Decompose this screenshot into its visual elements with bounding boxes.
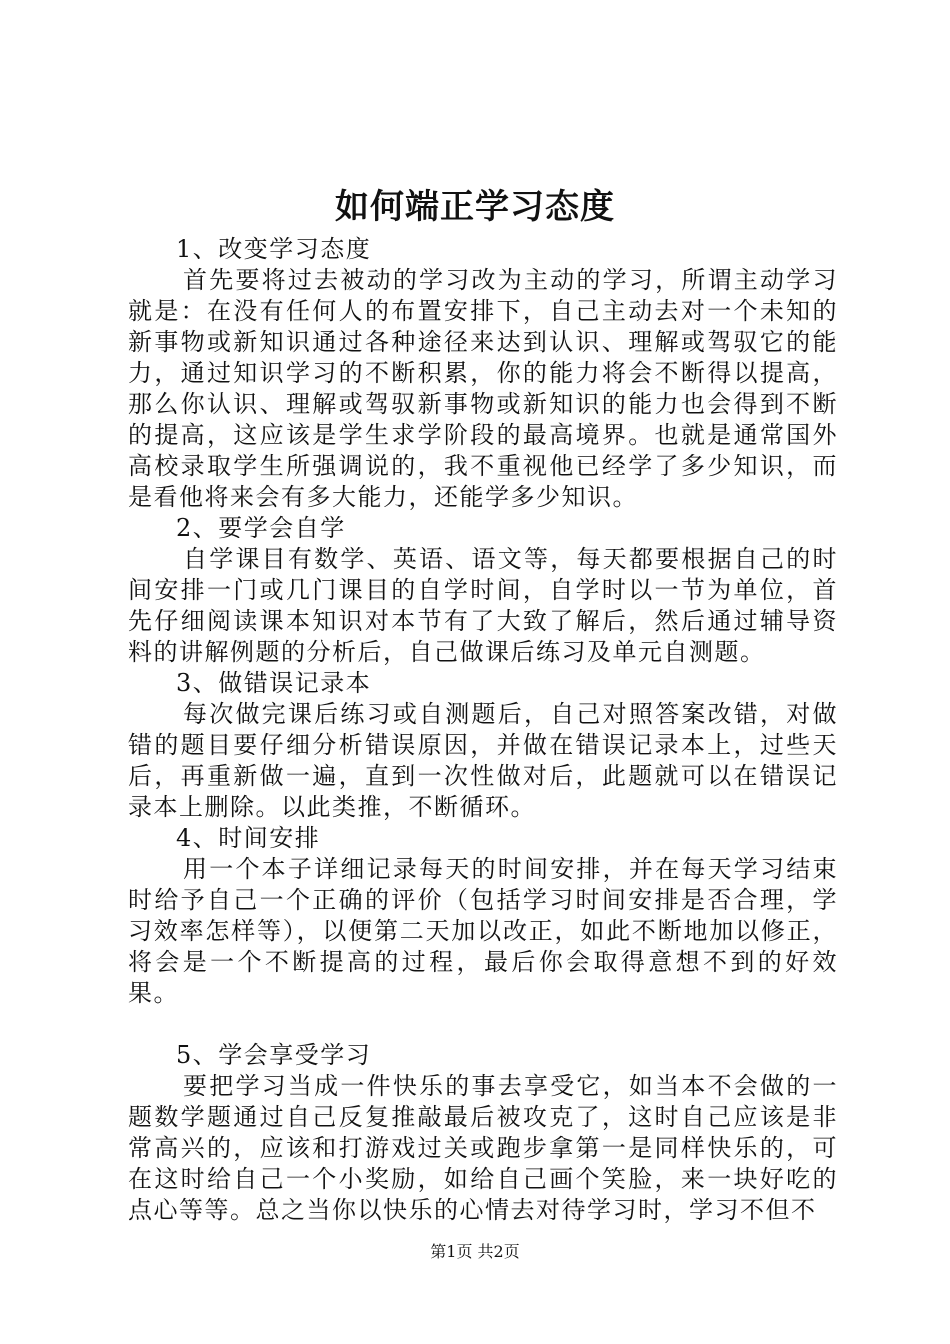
section-2-heading: 2、要学会自学 [176,514,346,542]
section-2-paragraph: 自学课目有数学、英语、语文等，每天都要根据自己的时间安排一门或几门课目的自学时间，自学时以一节为单位，首先仔细阅读课本知识对本节有了大致了解后，然后通过辅导资料的讲解例题的分析后，自己做课后练习及单元自测题。 [128,545,838,666]
document-title: 如何端正学习态度 [335,187,615,227]
section-4-heading: 4、时间安排 [176,824,321,852]
section-3-heading: 3、做错误记录本 [176,669,372,697]
section-5-paragraph: 要把学习当成一件快乐的事去享受它，如当本不会做的一题数学题通过自己反复推敲最后被攻克了，这时自己应该是非常高兴的，应该和打游戏过关或跑步拿第一是同样快乐的，可在这时给自己一个小奖励，如给自己画个笑脸，来一块好吃的点心等等。总之当你以快乐的心情去对待学习时，学习不但不 [128,1072,838,1224]
section-1-heading: 1、改变学习态度 [176,235,372,263]
page-footer: 第1页 共2页 [430,1242,520,1261]
paragraph-spacer [128,1009,838,1040]
section-3-paragraph: 每次做完课后练习或自测题后，自己对照答案改错，对做错的题目要仔细分析错误原因，并做在错误记录本上，过些天后，再重新做一遍，直到一次性做对后，此题就可以在错误记录本上删除。以此类推，不断循环。 [128,700,838,821]
section-5-heading: 5、学会享受学习 [176,1041,372,1069]
section-4-paragraph: 用一个本子详细记录每天的时间安排，并在每天学习结束时给予自己一个正确的评价（包括学习时间安排是否合理，学习效率怎样等），以便第二天加以改正，如此不断地加以修正，将会是一个不断提高的过程，最后你会取得意想不到的好效果。 [128,855,838,1007]
section-1-paragraph: 首先要将过去被动的学习改为主动的学习，所谓主动学习就是：在没有任何人的布置安排下，自己主动去对一个未知的新事物或新知识通过各种途径来达到认识、理解或驾驭它的能力，通过知识学习的不断积累，你的能力将会不断得以提高，那么你认识、理解或驾驭新事物或新知识的能力也会得到不断的提高，这应该是学生求学阶段的最高境界。也就是通常国外高校录取学生所强调说的，我不重视他已经学了多少知识，而是看他将来会有多大能力，还能学多少知识。 [128,266,838,511]
document-body [128,234,838,1226]
